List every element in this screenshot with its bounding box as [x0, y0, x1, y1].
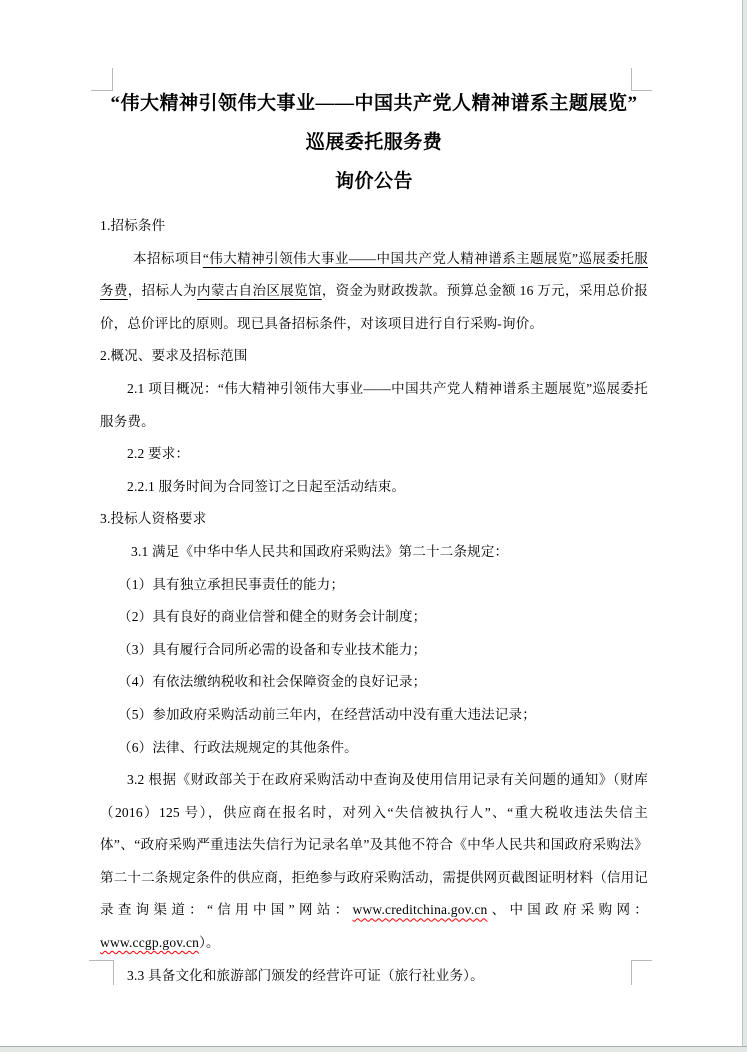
document-text-area [100, 84, 648, 992]
text-segment: 、中国政府采购网： [487, 902, 648, 918]
doc-title-line-3: 询价公告 [334, 171, 413, 192]
qualification-item-2 [100, 601, 648, 634]
text-segment: （5）参加政府采购活动前三年内，在经营活动中没有重大违法记录； [118, 706, 536, 722]
text-segment: 3.1 满足《中华中华人民共和国政府采购法》第二十二条规定： [131, 543, 509, 559]
text-segment: 3.投标人资格要求 [100, 511, 207, 527]
text-segment: 2.1 项目概况：“伟大精神引领伟大事业——中国共产党人精神谱系主题展览”巡展委托服务费。 [100, 380, 648, 429]
section-1-heading [100, 210, 648, 243]
text-segment: 2.概况、要求及招标范围 [100, 348, 248, 364]
text-segment: （2）具有良好的商业信誉和健全的财务会计制度； [118, 609, 427, 625]
section-2-heading [100, 340, 648, 373]
text-segment: ，资金为财政拨款。预算总金额 16 万元，采用总价报价，总价评比的原则。现已具备招标条件，对该项目进行自行采购-询价。 [100, 283, 648, 331]
qualification-item-3 [100, 634, 648, 667]
text-segment: （6）法律、行政法规规定的其他条件。 [118, 739, 358, 755]
para-3-1 [100, 536, 648, 569]
text-segment: 3.3 具备文化和旅游部门颁发的经营许可证（旅行社业务）。 [127, 967, 484, 983]
qualification-item-5 [100, 699, 648, 732]
para-2-1 [100, 373, 648, 438]
para-3-3 [100, 960, 648, 993]
text-segment: ，招标人为 [127, 283, 198, 299]
page-bottom-edge [0, 1046, 747, 1052]
text-segment: 2.2.1 服务时间为合同签订之日起至活动结束。 [127, 478, 406, 494]
text-segment: （4）有依法缴纳税收和社会保障资金的良好记录； [118, 674, 427, 690]
text-segment: （3）具有履行合同所必需的设备和专业技术能力； [118, 641, 427, 657]
page-right-edge [742, 0, 747, 1052]
para-1-body [100, 243, 648, 341]
text-segment: 1.招标条件 [100, 218, 166, 233]
qualification-item-1 [100, 569, 648, 602]
qualification-item-4 [100, 666, 648, 699]
section-3-heading [100, 503, 648, 536]
creditchina-url: www.creditchina.gov.cn [352, 902, 488, 918]
text-segment: （1）具有独立承担民事责任的能力； [118, 576, 345, 592]
doc-title-line-2: 巡展委托服务费 [305, 132, 443, 153]
text-segment: 内蒙古自治区展览馆 [197, 283, 322, 299]
para-2-2 [100, 438, 648, 471]
text-segment: ）。 [199, 935, 220, 951]
document-body [100, 210, 648, 992]
ccgp-url: www.ccgp.gov.cn [100, 935, 200, 951]
para-3-2 [100, 764, 648, 960]
para-2-2-1 [100, 471, 648, 504]
qualification-item-6 [100, 732, 648, 765]
text-segment: 2.2 要求： [127, 446, 190, 462]
text-segment: 3.2 根据《财政部关于在政府采购活动中查询及使用信用记录有关问题的通知》（财库（2016）125 号），供应商在报名时，对列入“失信被执行人”、“重大税收违法失信主体”、“政府采购严重违法失信行为记录名单”及其他不符合《中华人民共和国政府采购法》第二十二条规定条件的供应商，拒绝参与政府采购活动，需提供网页截图证明材料（信用记录查询渠道：“信用中国”网站： [100, 772, 648, 918]
doc-title-line-1: “伟大精神引领伟大事业——中国共产党人精神谱系主题展览” [110, 93, 638, 114]
text-segment: “伟大精神引领伟大事业——中国共产党人精神谱系主题展览”巡展委托服务费 [100, 250, 648, 299]
text-segment: 本招标项目 [133, 250, 203, 266]
